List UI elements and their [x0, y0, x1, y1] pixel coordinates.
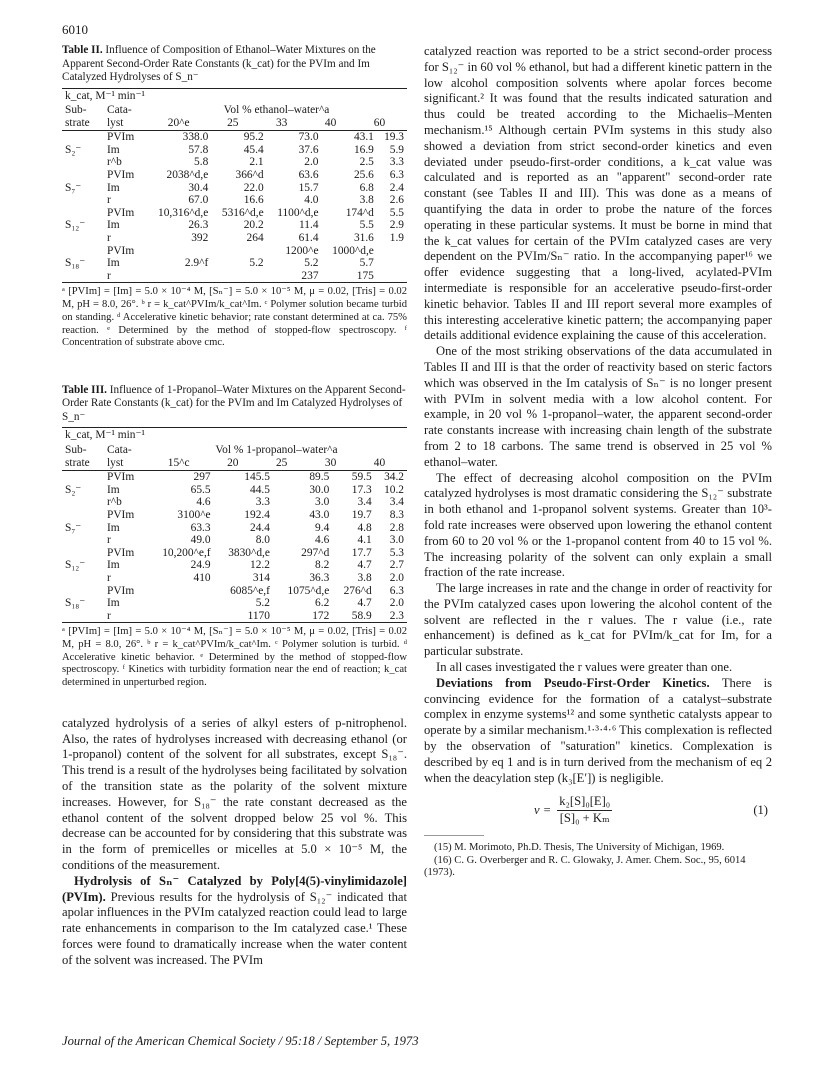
catalyst-label: r^b: [107, 496, 122, 509]
table-cell: 6.8: [359, 181, 374, 194]
table-cell: 73.0: [298, 131, 319, 144]
table-cell: 31.6: [353, 232, 374, 245]
table-cell: 6.3: [389, 169, 404, 182]
table-cell: 16.9: [353, 143, 374, 156]
heading-hydrolysis: Hydrolysis of Sₙ⁻ Catalyzed by Poly[4(5)-vinylimidazole] (PVIm).: [62, 873, 407, 904]
table-cell: 25.6: [353, 169, 374, 182]
table3-col-header: 25: [275, 456, 288, 469]
table-cell: 276^d: [343, 584, 372, 597]
table-row: [62, 585, 407, 598]
equation-number: (1): [753, 802, 768, 817]
table-iii-footnote: ᵃ [PVIm] = [Im] = 5.0 × 10⁻⁴ M, [Sₙ⁻] = 5.0 × 10⁻⁵ M, μ = 0.02, [Tris] = 0.02 M, pH = 8.0, 26°. ᵇ r = k_cat^PVIm/k_cat^Im. ᶜ Polymer solution is turbid. ᵈ Accelerative kinetic behavior. ᵉ Determined by the method of stopped-flow spectroscopy. ᶠ Kinetics with turbidity formation near the end of reaction; k_cat determined in unperturbed region.: [62, 626, 407, 689]
catalyst-label: r: [107, 609, 111, 622]
table2-col-header: 60: [373, 116, 386, 129]
table-cell: 2.9^f: [184, 257, 209, 270]
table-cell: 1100^d,e: [277, 206, 319, 219]
table-ii-caption: Table II. Influence of Composition of Ethanol–Water Mixtures on the Apparent Second-Order Rate Constants (k_cat) for the PVIm and Im Catalyzed Hydrolyses of S_n⁻: [62, 44, 376, 83]
table-cell: 58.9: [351, 609, 372, 622]
table-ii: [62, 44, 407, 350]
table-cell: 63.3: [190, 521, 211, 534]
table-cell: 26.3: [188, 219, 209, 232]
table-iii-col-substrate: Sub-strate: [65, 444, 90, 469]
table-cell: 3830^d,e: [228, 546, 270, 559]
substrate-label: S₂⁻: [65, 483, 82, 496]
table-cell: 24.9: [190, 559, 211, 572]
left-paragraph-2: Hydrolysis of Sₙ⁻ Catalyzed by Poly[4(5)-vinylimidazole] (PVIm). Previous results for the hydrolysis of S₁₂⁻ indicated that apolar influences in the PVIm catalyzed reaction could lead to large rate enhancements in comparison to the Im catalyzed case.¹ These forces were found to dramatically increase when the water content of the solvent was increased. The PVIm: [62, 873, 407, 967]
substrate-label: S₁₂⁻: [65, 559, 86, 572]
table-iii-col-catalyst: Cata-lyst: [107, 444, 132, 469]
table-ii-col-group: Vol % ethanol–water^a 20^e 25 33 40 60: [167, 104, 386, 129]
journal-footer: Journal of the American Chemical Society / 95:18 / September 5, 1973: [62, 1034, 419, 1048]
table-cell: 49.0: [190, 534, 211, 547]
table-cell: 5.5: [389, 206, 404, 219]
table-cell: 2.6: [389, 194, 404, 207]
table-cell: 3.4: [357, 496, 372, 509]
table-cell: 30.4: [188, 181, 209, 194]
table-cell: 20.2: [243, 219, 264, 232]
table-cell: 4.6: [196, 496, 211, 509]
table-cell: 63.6: [298, 169, 319, 182]
table-cell: 297: [193, 471, 211, 484]
table-cell: 36.3: [309, 571, 330, 584]
table-cell: [211, 245, 266, 258]
catalyst-label: r: [107, 571, 111, 584]
catalyst-label: PVIm: [107, 244, 135, 257]
table-iii-units: k_cat, M⁻¹ min⁻¹: [65, 429, 145, 442]
table-row: [62, 156, 407, 169]
table3-col-header: 20: [227, 456, 239, 469]
table3-col-header: 30: [324, 456, 337, 469]
table-row: [62, 471, 407, 484]
substrate-label: S₁₈⁻: [65, 597, 86, 610]
table-row: [62, 572, 407, 585]
table-row: [62, 559, 407, 572]
table-cell: 3.8: [357, 571, 372, 584]
table-cell: 366^d: [235, 169, 264, 182]
table-row: [62, 522, 407, 535]
table-cell: 5316^d,e: [221, 206, 264, 219]
table-cell: 175: [356, 269, 374, 282]
table-cell: 4.0: [304, 194, 319, 207]
substrate-label: S₇⁻: [65, 521, 82, 534]
table-cell: 67.0: [188, 194, 209, 207]
catalyst-label: Im: [107, 597, 120, 610]
table-cell: 174^d: [345, 206, 374, 219]
table-cell: 1200^e: [285, 244, 319, 257]
table-cell: 34.2: [384, 471, 404, 484]
table-cell: [377, 270, 407, 283]
table-iii: [62, 384, 407, 690]
table-cell: 8.2: [315, 559, 330, 572]
table-cell: 9.4: [315, 521, 330, 534]
table-cell: [377, 257, 407, 270]
table-row: [62, 509, 407, 522]
table-cell: 8.0: [255, 534, 270, 547]
table-cell: 19.3: [384, 131, 404, 144]
table-cell: 3.3: [389, 156, 404, 169]
table-row: [62, 207, 407, 220]
table-cell: [146, 270, 211, 283]
table-cell: 10,200^e,f: [162, 546, 211, 559]
table-row: [62, 219, 407, 232]
right-paragraph-6: Deviations from Pseudo-First-Order Kinetics. There is convincing evidence for the formation of a catalyst–substrate complex in enzyme systems¹² and some synthetic catalysts appear to operate by a similar mechanism.¹·³·⁴·⁶ This complexation is reflected by the observation of "saturation" kinetics. Complexation is described by eq 1 and is in turn derived from the mechanism of eq 2 when the deacylation step (k₃[E′]) is negligible.: [424, 675, 772, 785]
table-cell: 5.7: [359, 257, 374, 270]
table2-col-header: 33: [275, 116, 288, 129]
table-cell: 410: [193, 571, 211, 584]
table-cell: 2.8: [389, 521, 404, 534]
catalyst-label: PVIm: [107, 131, 135, 144]
table-cell: 4.8: [357, 521, 372, 534]
substrate-label: S₁₂⁻: [65, 219, 86, 232]
table-cell: 17.7: [351, 546, 372, 559]
catalyst-label: Im: [107, 181, 120, 194]
equation-1: [424, 794, 772, 827]
table-cell: 44.5: [250, 483, 270, 496]
substrate-label: S₇⁻: [65, 181, 82, 194]
table-cell: 6.3: [389, 584, 404, 597]
reference-16: (16) C. G. Overberger and R. C. Glowaky, J. Amer. Chem. Soc., 95, 6014 (1973).: [424, 854, 746, 879]
equation-lhs: v =: [534, 802, 552, 817]
catalyst-label: r^b: [107, 156, 122, 169]
table-cell: 1.9: [389, 232, 404, 245]
table-cell: 297^d: [301, 546, 330, 559]
table-cell: 2038^d,e: [166, 169, 209, 182]
table-cell: 4.1: [357, 534, 372, 547]
page-number: 6010: [62, 22, 88, 37]
table-cell: 3.0: [389, 534, 404, 547]
table-cell: 22.0: [243, 181, 264, 194]
table-cell: 1170: [247, 609, 270, 622]
catalyst-label: r: [107, 534, 111, 547]
table-cell: 3.3: [255, 496, 270, 509]
table-cell: 6.2: [315, 597, 330, 610]
catalyst-label: Im: [107, 257, 120, 270]
catalyst-label: PVIm: [107, 508, 135, 521]
table-cell: 95.2: [243, 131, 264, 144]
table-cell: 2.0: [389, 597, 404, 610]
table-cell: [146, 245, 211, 258]
references: [424, 842, 772, 880]
table-cell: 3100^e: [177, 508, 211, 521]
right-paragraph-2: One of the most striking observations of the data accumulated in Tables II and III is that the order of reactivity based on steric factors which was observed in the Im catalysis of Sₙ⁻ is no longer present with PVIm in solvent media with a low alcohol content. For example, in 20 vol % 1-propanol–water, the apparent second-order rate constants increase with increasing chain length of the substrate from 2 to 18 carbons. The same trend is observed in 25 vol % ethanol–water.: [424, 344, 772, 469]
substrate-label: S₂⁻: [65, 143, 82, 156]
catalyst-label: Im: [107, 219, 120, 232]
table-cell: 89.5: [309, 471, 330, 484]
table-cell: 37.6: [298, 143, 319, 156]
table-cell: 10,316^d,e: [158, 206, 209, 219]
table-cell: [377, 245, 407, 258]
table-row: [62, 270, 407, 283]
table-row: [62, 257, 407, 270]
table-cell: 264: [246, 232, 264, 245]
table-row: [62, 534, 407, 547]
catalyst-label: PVIm: [107, 584, 135, 597]
table-cell: 1000^d,e: [332, 244, 374, 257]
table-ii-footnote: ᵃ [PVIm] = [Im] = 5.0 × 10⁻⁴ M, [Sₙ⁻] = 5.0 × 10⁻⁵ M, μ = 0.02, [Tris] = 0.02 M, pH = 8.0, 26°. ᵇ r = k_cat^PVIm/k_cat^Im. ᶜ Polymer solution became turbid on standing. ᵈ Accelerative kinetic behavior; rate constant determined at ca. 75% reaction. ᵉ Determined by the method of stopped-flow spectroscopy. ᶠ Concentration of substrate above cmc.: [62, 286, 407, 349]
table-cell: 24.4: [250, 521, 270, 534]
table-ii-grid: [62, 88, 407, 284]
table-cell: 4.6: [315, 534, 330, 547]
table-cell: 237: [301, 269, 319, 282]
table-iii-caption: Table III. Influence of 1-Propanol–Water Mixtures on the Apparent Second-Order Rate Constants (k_cat) for the PVIm and Im Catalyzed Hydrolyses of S_n⁻: [62, 383, 406, 423]
table-cell: 19.7: [351, 508, 372, 521]
table-cell: 2.4: [389, 181, 404, 194]
table-row: [62, 547, 407, 560]
catalyst-label: Im: [107, 521, 120, 534]
right-paragraph-5: In all cases investigated the r values were greater than one.: [436, 660, 733, 675]
table-cell: 5.9: [389, 143, 404, 156]
table-cell: 2.9: [389, 219, 404, 232]
table-cell: 2.5: [359, 156, 374, 169]
catalyst-label: PVIm: [107, 206, 135, 219]
table-row: [62, 484, 407, 497]
table-cell: 3.4: [389, 496, 404, 509]
left-column: [62, 44, 407, 969]
table-row: [62, 169, 407, 182]
table-row: [62, 182, 407, 195]
table-cell: 8.3: [389, 508, 404, 521]
catalyst-label: Im: [107, 483, 120, 496]
substrate-label: S₁₈⁻: [65, 257, 86, 270]
right-column: [424, 44, 772, 880]
table-cell: 61.4: [298, 232, 319, 245]
table-cell: 12.2: [250, 559, 270, 572]
table-row: [62, 597, 407, 610]
table-cell: 5.3: [389, 546, 404, 559]
catalyst-label: r: [107, 232, 111, 245]
catalyst-label: r: [107, 269, 111, 282]
table-iii-grid: [62, 427, 407, 623]
table-cell: [146, 610, 214, 623]
table-cell: 5.2: [249, 257, 264, 270]
table-cell: 145.5: [244, 471, 270, 484]
table-cell: 43.1: [353, 131, 374, 144]
equation-denominator: [S]₀ + Kₘ: [559, 811, 610, 826]
right-paragraph-3: The effect of decreasing alcohol composition on the PVIm catalyzed hydrolyses is most dramatic considering the S₁₂⁻ substrate in both ethanol and 1-propanol solvent systems. Greater than 10³-fold rate increases were observed upon lowering the ethanol content from 60 to 20 vol % or the 1-propanol content from 40 to 15 vol %. The increasing polarity of the solvent can only explain a small fraction of the rate increase.: [424, 470, 772, 580]
table-cell: 2.0: [389, 571, 404, 584]
table-ii-units: k_cat, M⁻¹ min⁻¹: [65, 89, 145, 102]
catalyst-label: PVIm: [107, 471, 135, 484]
table-cell: 16.6: [243, 194, 264, 207]
table-cell: 1075^d,e: [287, 584, 330, 597]
table-cell: [146, 597, 214, 610]
table-row: [62, 610, 407, 623]
table-cell: 17.3: [351, 483, 372, 496]
table-cell: 2.1: [249, 156, 264, 169]
right-paragraph-4: The large increases in rate and the change in order of reactivity for the PVIm catalyzed cases upon lowering the alcohol content of the solvent are reflected in the r values. The r value (i.e., rate enhancement) is defined as k_cat for PVIm/k_cat for Im, for a particular substrate.: [424, 581, 772, 659]
table-cell: 3.8: [359, 194, 374, 207]
heading-deviations: Deviations from Pseudo-First-Order Kinetics.: [436, 675, 710, 690]
table-cell: 43.0: [309, 508, 330, 521]
table-cell: 392: [191, 232, 209, 245]
table-row: [62, 496, 407, 509]
table-ii-col-substrate: Sub-strate: [65, 104, 90, 129]
table-cell: 11.4: [299, 219, 319, 232]
table-row: [62, 232, 407, 245]
table-cell: 172: [312, 609, 330, 622]
table-cell: 10.2: [384, 483, 404, 496]
table-cell: 45.4: [243, 143, 264, 156]
table-cell: 4.7: [357, 597, 372, 610]
table-cell: 5.8: [194, 156, 209, 169]
table-cell: 5.5: [359, 219, 374, 232]
table-cell: 30.0: [309, 483, 330, 496]
table-cell: 65.5: [190, 483, 211, 496]
table-cell: 314: [252, 571, 270, 584]
right-paragraph-1: catalyzed reaction was reported to be a strict second-order process for S₁₂⁻ in 60 vol % ethanol, but had a different kinetic pattern in the low alcohol composition solvents where apolar forces become significant.² It was found that the results indicated saturation and thus could be treated according to the Michaelis–Menten mechanism.¹⁵ Although certain PVIm systems in this study also showed a deviation from strict second-order kinetics and even deviated under pseudo-first-order conditions, a k_cat value was calculated and is reported as an "apparent" second-order rate constant (see Tables II and III). This was done as a means of quantifying the data in order to probe the nature of the forces operating in these particular systems. It must be borne in mind that the k_cat values for certain of the PVIm catalyzed cases are very dependent on the PVIm/Sₙ⁻ ratio. In the accompanying paper¹⁶ we offer evidence suggesting that a long-lived, acylated-PVIm intermediate is responsible for an accelerative pseudo-first-order kinetic behavior. Tables II and III report several more examples of this interesting accelerative kinetic pattern; the accompanying paper details additional evidence explaining the cause of this acceleration.: [424, 44, 772, 343]
table-row: [62, 194, 407, 207]
table-iii-col-group: Vol % 1-propanol–water^a 15^c 20 25 30 40: [167, 444, 386, 469]
table3-col-header: 15^c: [167, 456, 190, 469]
table-cell: 2.0: [304, 156, 319, 169]
table-row: [62, 131, 407, 144]
table-cell: 2.7: [389, 559, 404, 572]
left-paragraph-1: catalyzed hydrolysis of a series of alkyl esters of p-nitrophenol. Also, the rates of hydrolyses increased with decreasing ethanol (or 1-propanol) content of the solvent for all substrates, except S₁₈⁻. This trend is a result of the hydrolyses being facilitated by solvation of the transition state as the polarity of the solvent mixture increases. However, for S₁₈⁻ the rate constant decreased as the ethanol content of the solvent dropped below 25 vol %. This decrease can be accounted for by considering that this substrate was in the form of premicelles or micelles at 5.0 × 10⁻⁵ M, the conditions of the measurement.: [62, 715, 407, 873]
table-cell: 4.7: [357, 559, 372, 572]
table-cell: 5.2: [304, 257, 319, 270]
table-cell: 5.2: [255, 597, 270, 610]
table2-col-header: 25: [227, 116, 239, 129]
table-cell: 57.8: [188, 143, 209, 156]
table-cell: 2.3: [389, 609, 404, 622]
table-cell: 6085^e,f: [230, 584, 270, 597]
reference-15: (15) M. Morimoto, Ph.D. Thesis, The University of Michigan, 1969.: [434, 842, 725, 854]
table-row: [62, 144, 407, 157]
table-cell: 59.5: [351, 471, 372, 484]
catalyst-label: PVIm: [107, 546, 135, 559]
catalyst-label: r: [107, 194, 111, 207]
table-ii-col-catalyst: Cata-lyst: [107, 104, 132, 129]
table-cell: [211, 270, 266, 283]
table-cell: 3.0: [315, 496, 330, 509]
equation-numerator: k₂[S]₀[E]₀: [557, 794, 612, 811]
table2-col-header: 40: [324, 116, 337, 129]
table-cell: 338.0: [182, 131, 209, 144]
table-cell: 192.4: [244, 508, 270, 521]
catalyst-label: Im: [107, 143, 120, 156]
table-cell: [146, 585, 214, 598]
table2-col-header: 20^e: [167, 116, 190, 129]
table-cell: 15.7: [298, 181, 319, 194]
table3-col-header: 40: [373, 456, 386, 469]
catalyst-label: PVIm: [107, 169, 135, 182]
table-row: [62, 245, 407, 258]
catalyst-label: Im: [107, 559, 120, 572]
